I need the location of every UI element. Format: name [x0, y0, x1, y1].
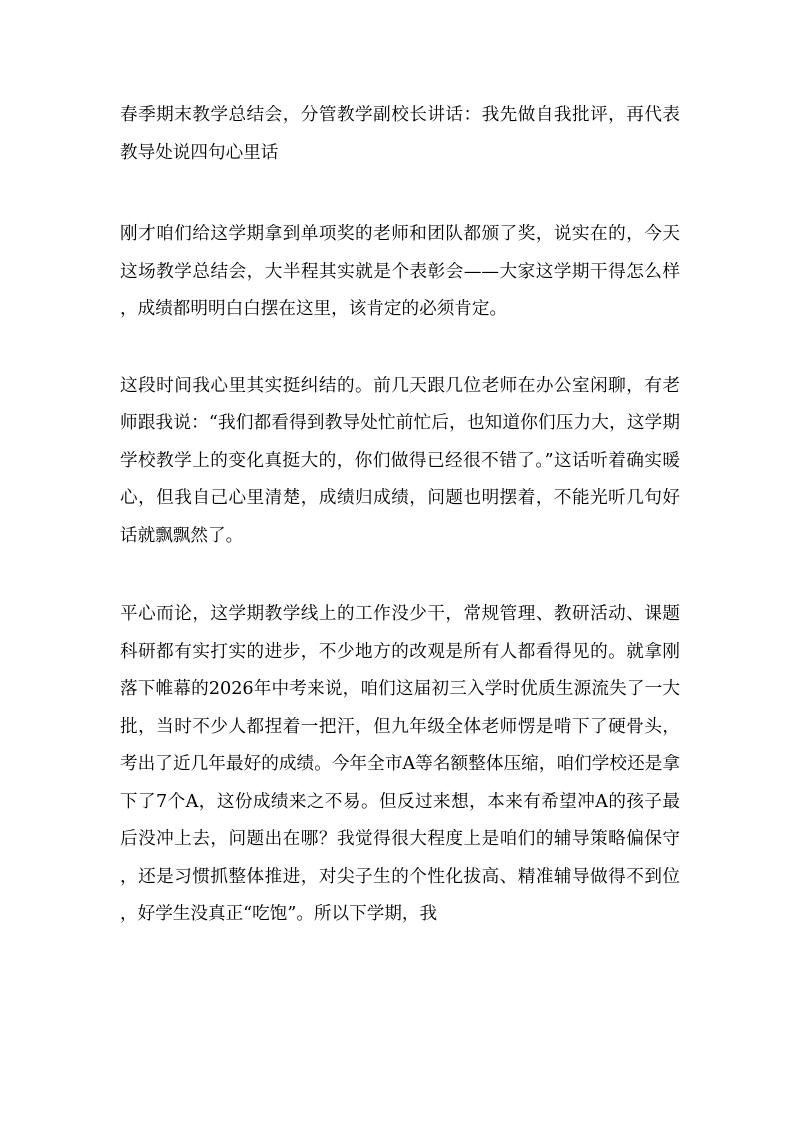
paragraph-3: 平心而论，这学期教学线上的工作没少干，常规管理、教研活动、课题科研都有实打实的进步，不少地方的改观是所有人都看得见的。就拿刚落下帷幕的2026年中考来说，咱们这届初三入学时优质生源流失了一大批，当时不少人都捏着一把汗，但九年级全体老师愣是啃下了硬骨头，考出了近几年最好的成绩。今年全市A等名额整体压缩，咱们学校还是拿下了7个A，这份成绩来之不易。但反过来想，本来有希望冲A的孩子最后没冲上去，问题出在哪？我觉得很大程度上是咱们的辅导策略偏保守，还是习惯抓整体推进，对尖子生的个性化拔高、精准辅导做得不到位，好学生没真正“吃饱”。所以下学期，我	[120, 604, 680, 924]
paragraph-1: 刚才咱们给这学期拿到单项奖的老师和团队都颁了奖，说实在的，今天这场教学总结会，大半程其实就是个表彰会——大家这学期干得怎么样，成绩都明明白白摆在这里，该肯定的必须肯定。	[120, 224, 680, 319]
document-title: 春季期末教学总结会，分管教学副校长讲话：我先做自我批评，再代表教导处说四句心里话	[120, 105, 680, 163]
document-page	[120, 97, 680, 971]
paragraph-2: 这段时间我心里其实挺纠结的。前几天跟几位老师在办公室闲聊，有老师跟我说：“我们都看得到教导处忙前忙后，也知道你们压力大，这学期学校教学上的变化真挺大的，你们做得已经很不错了。”这话听着确实暖心，但我自己心里清楚，成绩归成绩，问题也明摆着，不能光听几句好话就飘飘然了。	[120, 375, 680, 546]
